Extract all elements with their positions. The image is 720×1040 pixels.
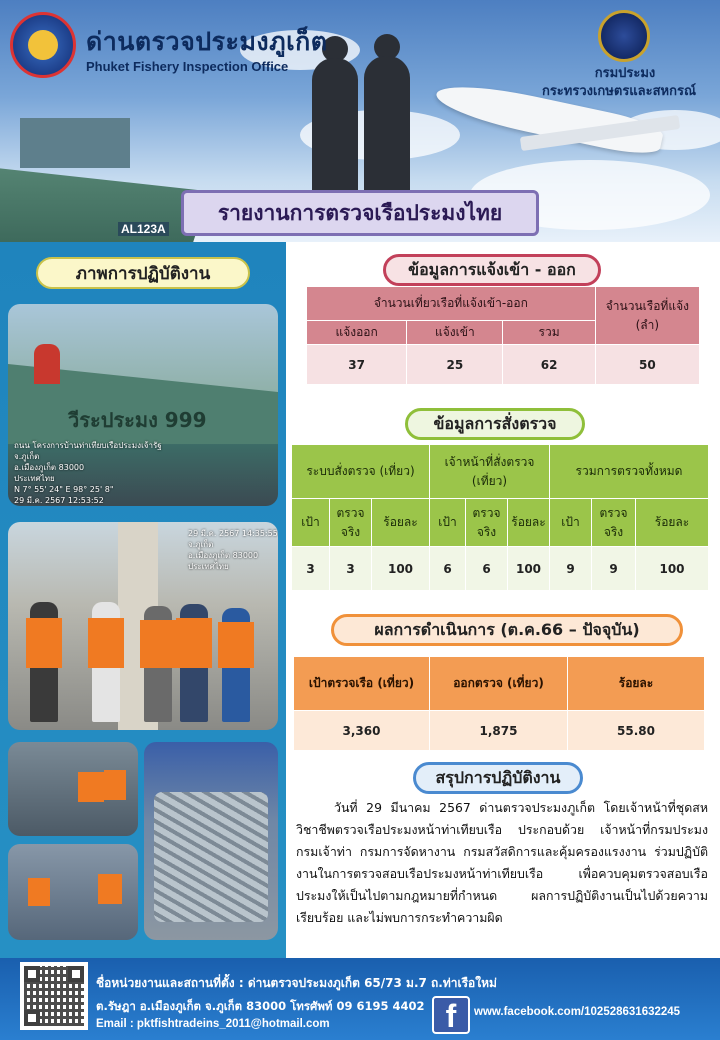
g1-col-actual: ตรวจจริง xyxy=(330,499,372,547)
g1-target: 3 xyxy=(292,547,330,591)
boat-name: วีระประมง 999 xyxy=(68,408,207,432)
g3-actual: 9 xyxy=(592,547,636,591)
facebook-icon[interactable]: f xyxy=(432,996,470,1034)
inspection-order-table xyxy=(291,444,709,591)
g3-col-percent: ร้อยละ xyxy=(636,499,709,547)
group-officer-order: เจ้าหน้าที่สั่งตรวจ (เที่ยว) xyxy=(430,445,550,499)
val-inspection-target: 3,360 xyxy=(294,711,430,751)
g2-percent: 100 xyxy=(508,547,550,591)
val-notify-total: 62 xyxy=(503,345,595,385)
boat-registration: AL123A xyxy=(118,222,169,236)
summary-text-block xyxy=(296,797,708,929)
col-inspection-target: เป้าตรวจเรือ (เที่ยว) xyxy=(294,657,430,711)
col-notify-out: แจ้งออก xyxy=(307,321,407,345)
col-inspections-done: ออกตรวจ (เที่ยว) xyxy=(430,657,568,711)
notification-table xyxy=(306,286,700,385)
photo-section-label: ภาพการปฏิบัติงาน xyxy=(36,257,250,289)
summary-section-title: สรุปการปฏิบัติงาน xyxy=(413,762,583,794)
col-notify-in: แจ้งเข้า xyxy=(407,321,503,345)
facebook-link[interactable]: www.facebook.com/102528631632245 xyxy=(474,1006,681,1018)
boats-header: จำนวนเรือที่แจ้ง (ลำ) xyxy=(595,287,699,345)
g1-percent: 100 xyxy=(372,547,430,591)
val-boats: 50 xyxy=(595,345,699,385)
g1-actual: 3 xyxy=(330,547,372,591)
ministry-name: กระทรวงเกษตรและสหกรณ์ xyxy=(541,84,697,99)
g3-col-actual: ตรวจจริง xyxy=(592,499,636,547)
val-inspections-done: 1,875 xyxy=(430,711,568,751)
report-title: รายงานการตรวจเรือประมงไทย xyxy=(181,190,539,236)
qr-code-icon[interactable] xyxy=(20,962,88,1030)
notification-section-title: ข้อมูลการแจ้งเข้า - ออก xyxy=(383,254,601,286)
val-notify-out: 37 xyxy=(307,345,407,385)
g3-col-target: เป้า xyxy=(550,499,592,547)
fishery-inspection-logo-icon xyxy=(10,12,76,78)
g2-col-actual: ตรวจจริง xyxy=(466,499,508,547)
inspection-order-section-title: ข้อมูลการสั่งตรวจ xyxy=(405,408,585,440)
group-total-inspection: รวมการตรวจทั้งหมด xyxy=(550,445,709,499)
photo1-location-stamp: ถนน โครงการบ้านท่าเทียบเรือประมงเจ้ารัฐ จ.ภูเก็ต อ.เมืองภูเก็ต 83000 ประเทศไทย N 7° 55' 24" E 98° 25' 8" 29 มี.ค. 2567 12:53:52 xyxy=(14,441,162,505)
val-notify-in: 25 xyxy=(407,345,503,385)
g2-target: 6 xyxy=(430,547,466,591)
summary-text: วันที่ 29 มีนาคม 2567 ด่านตรวจประมงภูเก็ต โดยเจ้าหน้าที่ชุดสหวิชาชีพตรวจเรือประมงหน้าท่าเทียบเรือ ประกอบด้วย เจ้าหน้าที่กรมประมง กรมเจ้าท่า กรมการจัดหางาน กรมสวัสดิการและคุ้มครองแรงงาน ร่วมปฏิบัติงานในการตรวจสอบเรือประมงหน้าท่าเทียบเรือ เพื่อควบคุมตรวจสอบเรือประมงให้เป็นไปตามกฎหมายที่กำหนด ผลการปฏิบัติงานเป็นไปด้วยความเรียบร้อย และไม่พบการกระทำความผิด xyxy=(296,800,708,925)
footer-address-line1: ชื่อหน่วยงานและสถานที่ตั้ง : ด่านตรวจประมงภูเก็ต 65/73 ม.7 ถ.ท่าเรือใหม่ xyxy=(96,976,497,990)
photo-crew-briefing xyxy=(8,844,138,940)
group-system-order: ระบบสั่งตรวจ (เที่ยว) xyxy=(292,445,430,499)
g2-col-target: เป้า xyxy=(430,499,466,547)
photo-officers-group xyxy=(8,522,278,730)
val-results-percent: 55.80 xyxy=(568,711,705,751)
boat-cabin-image xyxy=(20,118,130,168)
department-of-fisheries-seal-icon xyxy=(598,10,650,62)
office-name-thai: ด่านตรวจประมงภูเก็ต xyxy=(86,27,328,56)
department-name: กรมประมง xyxy=(594,66,656,81)
g1-col-percent: ร้อยละ xyxy=(372,499,430,547)
col-notify-total: รวม xyxy=(503,321,595,345)
results-section-title: ผลการดำเนินการ (ต.ค.66 – ปัจจุบัน) xyxy=(331,614,683,646)
footer-email[interactable]: Email : pktfishtradeins_2011@hotmail.com xyxy=(96,1018,330,1030)
results-table xyxy=(293,656,705,751)
trips-header: จำนวนเที่ยวเรือที่แจ้งเข้า-ออก xyxy=(307,287,596,321)
footer-address-line2: ต.รัษฎา อ.เมืองภูเก็ต จ.ภูเก็ต 83000 โทรศัพท์ 09 6195 4402 xyxy=(96,999,425,1013)
col-results-percent: ร้อยละ xyxy=(568,657,705,711)
office-name-english: Phuket Fishery Inspection Office xyxy=(86,59,289,74)
photo-inspection-meeting xyxy=(8,742,138,836)
photo-boat-inspection xyxy=(8,304,278,506)
g3-percent: 100 xyxy=(636,547,709,591)
photo2-location-stamp: 29 มี.ค. 2567 14:35:55 จ.ภูเก็ต อ.เมืองภูเก็ต 83000 ประเทศไทย xyxy=(188,529,278,571)
g2-actual: 6 xyxy=(466,547,508,591)
g3-target: 9 xyxy=(550,547,592,591)
g2-col-percent: ร้อยละ xyxy=(508,499,550,547)
photo-fish-catch xyxy=(144,742,278,940)
g1-col-target: เป้า xyxy=(292,499,330,547)
